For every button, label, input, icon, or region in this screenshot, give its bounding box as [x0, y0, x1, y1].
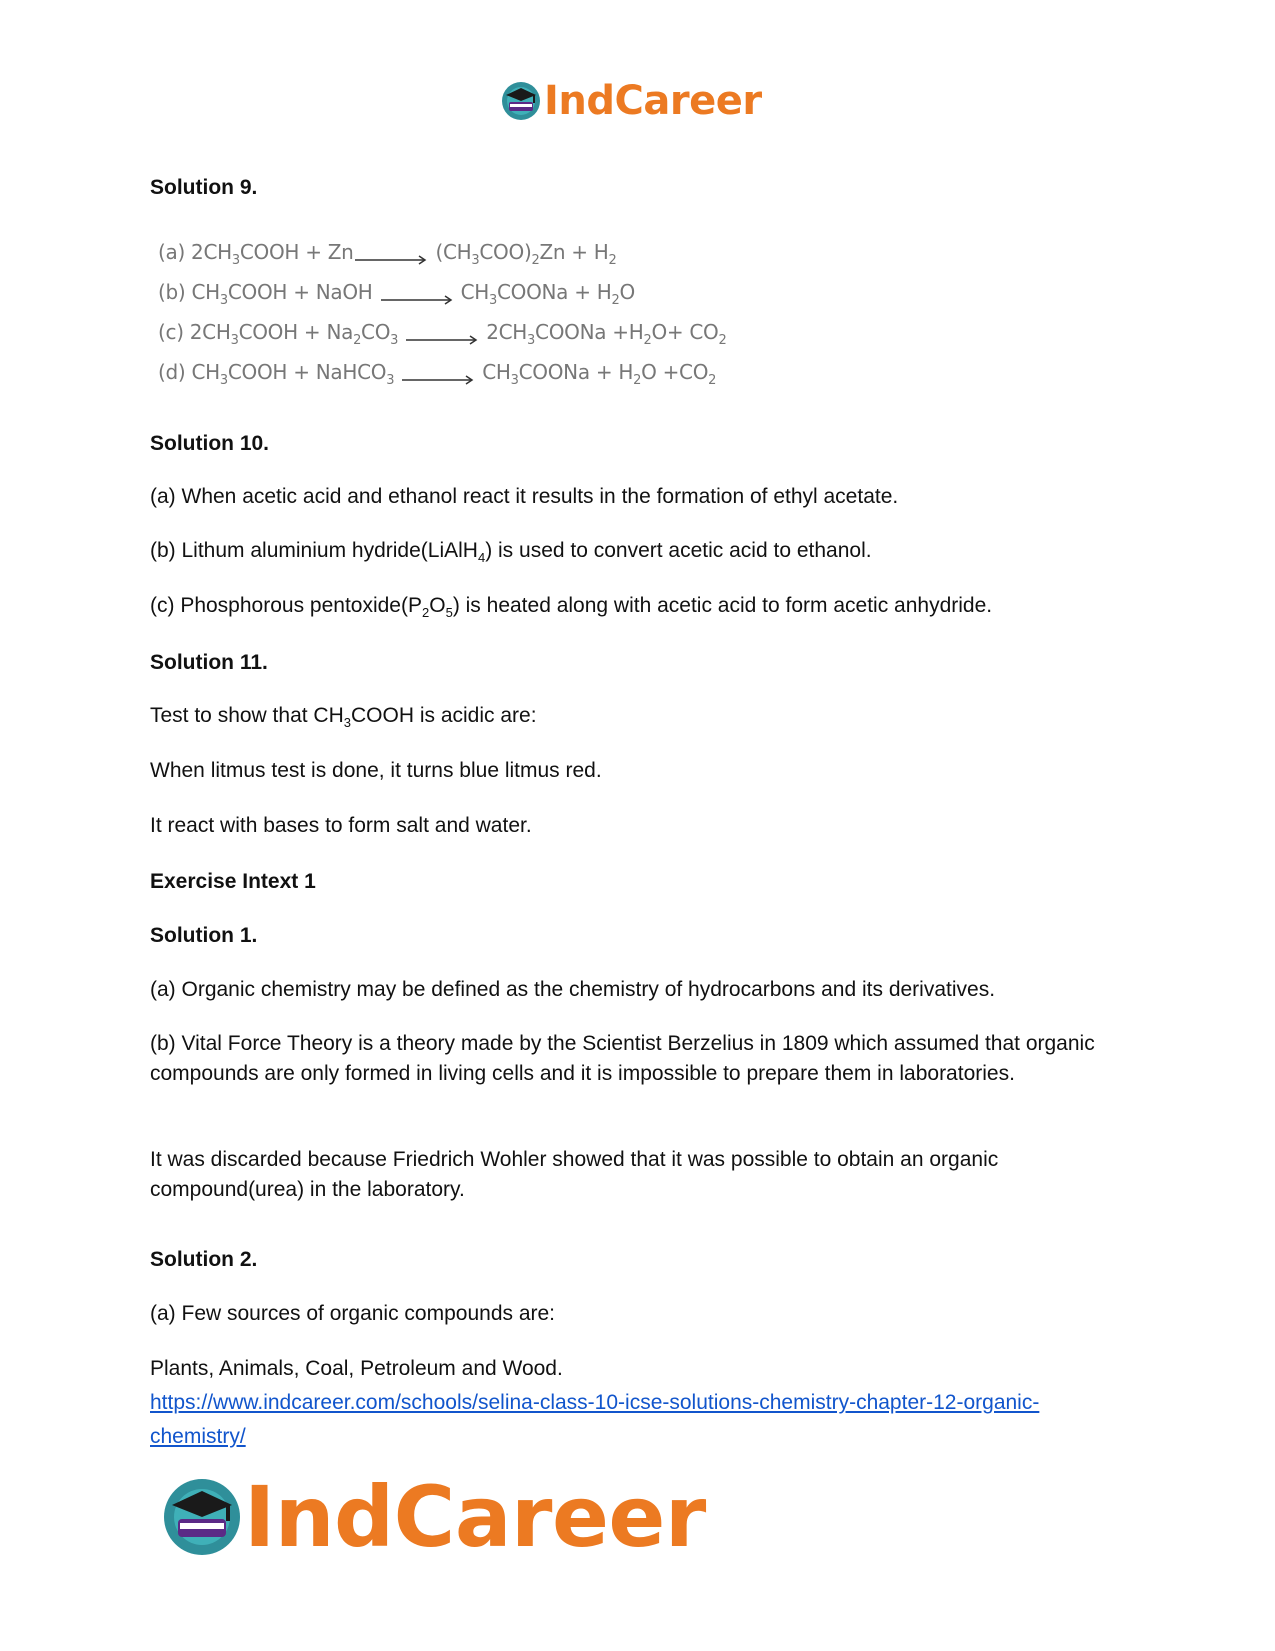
solution-10-heading: Solution 10.	[150, 432, 270, 455]
equation-c: (c) $2CH_3COOH + Na_2CO_3$ $2CH_3COONa +H_2O+ CO_2$	[158, 320, 727, 348]
header-logo	[500, 78, 762, 124]
source-link[interactable]	[150, 1386, 1140, 1454]
footer-logo	[160, 1468, 706, 1566]
graduation-cap-book-icon	[160, 1475, 244, 1559]
ex-solution-2-b: Plants, Animals, Coal, Petroleum and Wood.	[150, 1357, 563, 1380]
ex-solution-2-a: (a) Few sources of organic compounds are:	[150, 1302, 556, 1325]
header-logo-text: IndCareer	[544, 78, 762, 124]
footer-logo-text: IndCareer	[244, 1468, 706, 1566]
equation-b: (b) $CH_3COOH$ + NaOH $CH_3COONa + H_2O$	[158, 280, 635, 308]
solution-9-heading: Solution 9.	[150, 176, 258, 199]
solution-10-a: (a) When acetic acid and ethanol react it results in the formation of ethyl acetate.	[150, 485, 899, 508]
solution-10-c: (c) Phosphorous $pentoxide(P_2O_5)$ is heated along with acetic acid to form acetic anhydride.	[150, 594, 993, 621]
source-link-line1[interactable]: https://www.indcareer.com/schools/selina-class-10-icse-solutions-chemistry-chapter-12-organic-	[150, 1391, 1040, 1414]
equation-d: (d) $CH_3COOH$ + NaHCO$_3$ $CH_3COONa + H_2O +CO_2$	[158, 360, 717, 388]
equation-a: (a) $2CH_3COOH + Zn$ $(CH_3COO)_2Zn + H_2$	[158, 240, 617, 268]
ex-solution-1-a: (a) Organic chemistry may be defined as the chemistry of hydrocarbons and its derivatives.	[150, 978, 996, 1001]
solution-10-b: (b) Lithum aluminium hydride(LiAlH$_4$) is used to convert acetic acid to ethanol.	[150, 539, 872, 566]
arrow-icon	[402, 373, 474, 385]
ex-solution-1-b: (b) Vital Force Theory is a theory made by the Scientist Berzelius in 1809 which assumed that organic compounds are only formed in living cells and it is impossible to prepare them in laboratories.	[150, 1032, 1095, 1085]
ex-solution-1-c: It was discarded because Friedrich Wohler showed that it was possible to obtain an organic compound(urea) in the laboratory.	[150, 1148, 999, 1201]
arrow-icon	[406, 333, 478, 345]
exercise-heading: Exercise Intext 1	[150, 870, 316, 893]
source-link-line2[interactable]: chemistry/	[150, 1425, 246, 1448]
solution-11-line1: Test to show that $CH_3COOH$ is acidic are:	[150, 704, 537, 731]
solution-11-line3: It react with bases to form salt and water.	[150, 814, 532, 837]
solution-11-heading: Solution 11.	[150, 651, 268, 674]
solution-11-line2: When litmus test is done, it turns blue litmus red.	[150, 759, 602, 782]
graduation-cap-book-icon	[500, 80, 542, 122]
arrow-icon	[381, 293, 453, 305]
ex-solution-2-heading: Solution 2.	[150, 1248, 258, 1271]
arrow-icon	[355, 253, 427, 265]
ex-solution-1-heading: Solution 1.	[150, 924, 258, 947]
